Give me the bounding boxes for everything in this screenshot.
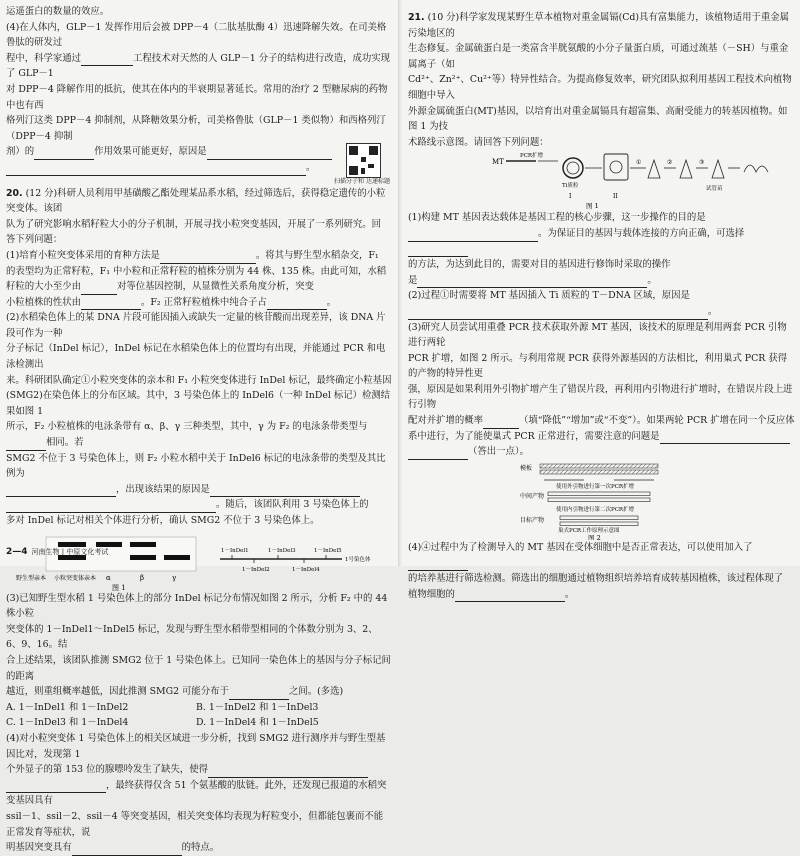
text-line: 外源金属硫蛋白(MT)基因，以培育出对重金属镉具有超富集、高耐受能力的转基因植物。如图 1 为技 bbox=[408, 105, 788, 133]
gel-and-chromosome-figure bbox=[6, 531, 392, 591]
text-line: (4)在人体内，GLP－1 发挥作用后会被 DPP－4（二肽基肽酶 4）迅速降解失效。在司美格鲁肽的研发过 bbox=[6, 21, 387, 49]
round2-label: 使用内引物进行第二次PCR扩增 bbox=[556, 506, 635, 513]
option-b[interactable]: B. 1－InDel2 和 1－InDel3 bbox=[196, 701, 319, 713]
text-line: 剂）的 作用效果可能更好，原因是 bbox=[6, 144, 392, 160]
gel-lane-label: β bbox=[140, 573, 145, 582]
indel-marker-label: 1－InDel4 bbox=[292, 566, 320, 573]
target-product-label: 目标产物 bbox=[520, 516, 545, 524]
text-line: 来。科研团队确定①小粒突变体的亲本和 F₁ 小粒突变体进行 InDel 标记，最终确定小粒基因 bbox=[6, 374, 392, 386]
pcr-label: PCR扩增 bbox=[520, 153, 544, 160]
text-line: 多对 InDel 标记对相关个体进行分析，确认 SMG2 不位于 3 号染色体上。 bbox=[6, 515, 320, 526]
question-number: 20. bbox=[6, 187, 23, 199]
text-line: 分子标记（InDel 标记），InDel 标记在水稻染色体上的位置均有出现，并能通过 PCR 和电泳检测出 bbox=[6, 343, 386, 371]
template-strand bbox=[540, 470, 658, 474]
answer-blank[interactable] bbox=[6, 439, 46, 451]
answer-blank[interactable] bbox=[81, 54, 133, 66]
roman-i: I bbox=[569, 193, 572, 201]
plasmid-inner bbox=[567, 162, 579, 174]
text-line: 。随后，该团队利用 3 号染色体上的 bbox=[6, 497, 392, 513]
plasmid-label: Ti质粒 bbox=[562, 183, 579, 190]
answer-blank[interactable] bbox=[408, 230, 538, 242]
page-footer bbox=[6, 547, 108, 557]
text-line: 配对并扩增的概率 （填“降低”“增加”或“不变”）。如果两轮 PCR 扩增在同一个反应体 bbox=[408, 413, 796, 429]
answer-blank[interactable] bbox=[267, 298, 327, 310]
text-line: 明基因突变具有 的特点。 bbox=[6, 840, 392, 856]
answer-blank[interactable] bbox=[160, 252, 256, 264]
footer-subject: 河南生物 | 中原文化考试 bbox=[31, 548, 109, 556]
answer-blank[interactable] bbox=[408, 559, 468, 571]
answer-blank[interactable] bbox=[6, 164, 306, 176]
options-row bbox=[6, 715, 392, 731]
answer-blank[interactable] bbox=[229, 688, 289, 700]
technique-route-figure bbox=[408, 150, 796, 210]
text-line: 是 。 bbox=[408, 273, 796, 289]
chromosome-label: 1号染色体 bbox=[345, 556, 371, 563]
text-line: 个外显子的第 153 位的腺嘌呤发生了缺失，使得 bbox=[6, 762, 392, 778]
roman-ii: II bbox=[613, 193, 618, 201]
answer-blank[interactable] bbox=[34, 148, 94, 160]
question-number: 21. bbox=[408, 12, 425, 23]
indel-marker-label: 1－InDel3 bbox=[268, 547, 296, 554]
nested-pcr-figure bbox=[408, 460, 796, 540]
gel-band bbox=[130, 542, 156, 547]
text-line: (4)对小粒突变体 1 号染色体上的相关区域进一步分析，找到 SMG2 进行测序并与野生型基因比对，发现第 1 bbox=[6, 732, 386, 760]
indel-marker-label: 1－InDel2 bbox=[242, 566, 270, 573]
page-gutter bbox=[398, 0, 402, 566]
right-column bbox=[408, 0, 796, 602]
question-21-stem: 21. (10 分)科学家发现某野生草本植物对重金属镉(Cd)具有富集能力，该植物适用于重金属污染地区的 bbox=[408, 12, 790, 39]
option-d[interactable]: D. 1－InDel4 和 1－InDel5 bbox=[196, 717, 319, 729]
answer-blank[interactable] bbox=[81, 298, 141, 310]
figure-2-caption: 图 2 bbox=[588, 533, 601, 540]
answer-blank[interactable] bbox=[408, 245, 468, 257]
test-tube-icon bbox=[712, 160, 724, 178]
answer-blank[interactable] bbox=[207, 148, 332, 160]
qr-code[interactable] bbox=[346, 143, 381, 178]
text-line: 籽粒的大小至少由 对等位基因控制，从显微性关系角度分析，突变 bbox=[6, 279, 392, 295]
figure-1-caption: 图 1 bbox=[586, 202, 599, 211]
intermediate-label: 中间产物 bbox=[520, 492, 545, 500]
template-strand bbox=[540, 464, 658, 468]
cell-icon bbox=[610, 161, 622, 173]
answer-blank[interactable] bbox=[6, 485, 116, 497]
indel-marker-label: 1－InDel1 bbox=[221, 547, 249, 554]
text-line: 的方法，为达到此目的，需要对目的基因进行修饰时采取的操作 bbox=[408, 259, 671, 271]
figure-2-subcaption: 巢式PCR工作原理示意图 bbox=[558, 527, 620, 534]
answer-blank[interactable] bbox=[210, 485, 360, 497]
text-line: ，出现该结果的原因是 bbox=[6, 482, 392, 498]
plant-icon bbox=[744, 165, 768, 172]
answer-blank[interactable] bbox=[72, 844, 182, 856]
target-strand bbox=[560, 522, 638, 526]
text-line: 小粒植株的性状由 。F₂ 正常籽粒植株中纯合子占 。 bbox=[6, 295, 392, 311]
text-line: (2)过程①时需要将 MT 基因插入 Ti 质粒的 T－DNA 区域，原因是 bbox=[408, 290, 690, 302]
text-line: 运遥蛋白的数量的效应。 bbox=[6, 6, 110, 17]
text-line: SMG2 不位于 3 号染色体上，则 F₂ 小粒水稻中关于 InDel6 标记的电泳条带的类型及其比例为 bbox=[6, 452, 386, 480]
flask-icon bbox=[648, 160, 660, 178]
text-line: （答出一点）。 bbox=[408, 444, 796, 460]
answer-blank[interactable] bbox=[660, 432, 790, 444]
text-line: 生态修复。金属硫蛋白是一类富含半胱氨酸的小分子量蛋白质，可通过巯基（－SH）与重金属离子（如 bbox=[408, 43, 789, 70]
text-line: (1)构建 MT 基因表达载体是基因工程的核心步骤，这一步操作的目的是 bbox=[408, 212, 706, 224]
left-column bbox=[6, 0, 392, 856]
text-line: 。 bbox=[6, 160, 392, 176]
gel-lane-label: 小粒突变体亲本 bbox=[54, 574, 97, 582]
answer-blank[interactable] bbox=[408, 448, 468, 460]
step-label: ① bbox=[636, 159, 642, 167]
text-line: 术路线示意图。请回答下列问题： bbox=[408, 136, 549, 148]
gel-band bbox=[58, 542, 86, 547]
gel-lane-label: 野生型亲本 bbox=[16, 574, 47, 582]
text-line: ssil－1、ssil－2、ssil－4 等突变基因，相关突变体均表现为籽粒变小，但都能包裹而不能正常发育等症状，说 bbox=[6, 810, 384, 838]
text-line: 。 bbox=[408, 304, 796, 320]
question-20-stem: 20. (12 分)科研人员利用甲基磺酸乙酯处理某品系水稻，经过筛选后，获得稳定遗传的小粒突变体。该团 bbox=[6, 187, 386, 215]
answer-blank[interactable] bbox=[6, 781, 106, 793]
figure-1-caption: 图 1 bbox=[112, 583, 126, 591]
text-line: 对 DPP－4 降解作用的抵抗，使其在体内的半衰期显著延长。常用的治疗 2 型糖尿病的药物中也有西 bbox=[6, 83, 388, 111]
text-line: 合上述结果，该团队推测 SMG2 位于 1 号染色体上。已知同一染色体上的基因与分子标记间的距离 bbox=[6, 654, 391, 682]
answer-blank[interactable] bbox=[408, 308, 708, 320]
text-line: 的培养基进行筛选检测。筛选出的细胞通过植物组织培养培育成转基因植株，该过程体现了 bbox=[408, 573, 784, 585]
answer-blank[interactable] bbox=[483, 417, 519, 429]
text-line: 程中，科学家通过 工程技术对天然的人 GLP－1 分子的结构进行改造，成功实现了 GLP－1 bbox=[6, 52, 390, 80]
flask-icon bbox=[680, 160, 692, 178]
gel-lane-label: γ bbox=[172, 573, 177, 582]
option-c[interactable]: C. 1－InDel3 和 1－InDel4 bbox=[6, 717, 129, 729]
text-line: 越近，则重组概率越低，因此推测 SMG2 可能分布于 之间。(多选) bbox=[6, 684, 392, 700]
options-row bbox=[6, 700, 392, 716]
text-line: (4)④过程中为了检测导入的 MT 基因在受体细胞中是否正常表达，可以使用加入了 bbox=[408, 540, 796, 571]
test-tube-label: 试管苗 bbox=[706, 186, 723, 193]
text-line: PCR 扩增，如图 2 所示。与利用常规 PCR 获得外源基因的方法相比，利用巢式 PCR 获得的产物的特异性更 bbox=[408, 352, 788, 380]
text-line: 答下列问题： bbox=[6, 234, 63, 246]
text-line: 队为了研究影响水稻籽粒大小的分子机制，开展寻找小粒突变基因，开展了一系列研究。回 bbox=[6, 218, 382, 230]
text-line: 系中进行，为了能使巢式 PCR 正常进行，需要注意的问题是 bbox=[408, 429, 796, 445]
text-line: Cd²⁺、Zn²⁺、Cu²⁺等）特异性结合。为提高修复效率，研究团队拟利用基因工程技术向植物细胞中导入 bbox=[408, 74, 792, 101]
text-line: 强，原因是如果利用外引物扩增产生了错误片段，再利用内引物进行扩增时，在错误片段上进行引物 bbox=[408, 383, 793, 411]
option-a[interactable]: A. 1－InDel1 和 1－InDel2 bbox=[6, 701, 129, 713]
intermediate-strand bbox=[548, 492, 650, 496]
text-line: (SMG2)在染色体上的分布区域。其中，3 号染色体上的 InDel6（一种 InDel 标记）检测结果如图 1 bbox=[6, 390, 391, 417]
text-line: 所示，F₂ 小粒植株的电泳条带有 α、β、γ 三种类型，其中，γ 为 F₂ 的电泳条带类型与相同。若 bbox=[6, 419, 392, 450]
gel-band bbox=[164, 555, 190, 560]
text-line: 格列汀这类 DPP－4 抑制剂，从降糖效果分析，司美格鲁肽（GLP－1 类似物）和西格列汀（DPP－4 抑制 bbox=[6, 115, 386, 142]
answer-blank[interactable] bbox=[208, 766, 368, 778]
answer-blank[interactable] bbox=[417, 276, 647, 288]
round1-label: 使用外引物进行第一次PCR扩增 bbox=[556, 483, 635, 490]
answer-blank[interactable] bbox=[6, 501, 216, 513]
step-label: ③ bbox=[699, 159, 705, 167]
text-line: (3)已知野生型水稻 1 号染色体上的部分 InDel 标记分布情况如图 2 所示，分析 F₂ 中的 44 株小粒 bbox=[6, 592, 388, 620]
template-label: 模板 bbox=[520, 464, 533, 472]
target-strand bbox=[560, 516, 638, 520]
mt-gene-label: MT bbox=[492, 158, 504, 167]
gel-band bbox=[96, 542, 122, 547]
plasmid-icon bbox=[563, 158, 583, 178]
answer-blank[interactable] bbox=[81, 283, 117, 295]
text-line: 突变体的 1－InDel1～InDel5 标记，发现与野生型水稻带型相同的个体数分别为 3、2、6、9、16。结 bbox=[6, 623, 378, 651]
text-line: ，最终获得仅含 51 个氨基酸的肽链。此外，还发现已报道的水稻突变基因具有 bbox=[6, 779, 387, 807]
answer-blank[interactable] bbox=[455, 590, 565, 602]
text-line: 。为保证目的基因与载体连接的方向正确，可选择 bbox=[408, 226, 796, 257]
qr-caption: 扫描分子和 达递标题 bbox=[334, 178, 390, 185]
step-label: ② bbox=[667, 159, 673, 167]
text-line: 的表型均为正常籽粒，F₁ 中小粒和正常籽粒的植株分别为 44 株、135 株。由此可知，水稻 bbox=[6, 265, 387, 277]
gel-lane-label: α bbox=[106, 573, 111, 582]
text-line: 植物细胞的 。 bbox=[408, 587, 796, 603]
gel-band bbox=[130, 555, 156, 560]
intermediate-strand bbox=[548, 498, 650, 502]
text-line: (1)培育小粒突变体采用的育种方法是 。将其与野生型水稻杂交，F₁ bbox=[6, 248, 392, 264]
cell-culture-icon bbox=[604, 154, 628, 180]
text-line: (2)水稻染色体上的某 DNA 片段可能因插入或缺失一定量的核苷酸而出现差异，该 DNA 片段可作为一种 bbox=[6, 312, 386, 339]
indel-marker-label: 1－InDel5 bbox=[314, 547, 342, 554]
page-number: 2—4 bbox=[6, 547, 28, 557]
text-line: (3)研究人员尝试用重叠 PCR 技术获取外源 MT 基因，该技术的原理是利用两套 PCR 引物进行两轮 bbox=[408, 321, 787, 349]
